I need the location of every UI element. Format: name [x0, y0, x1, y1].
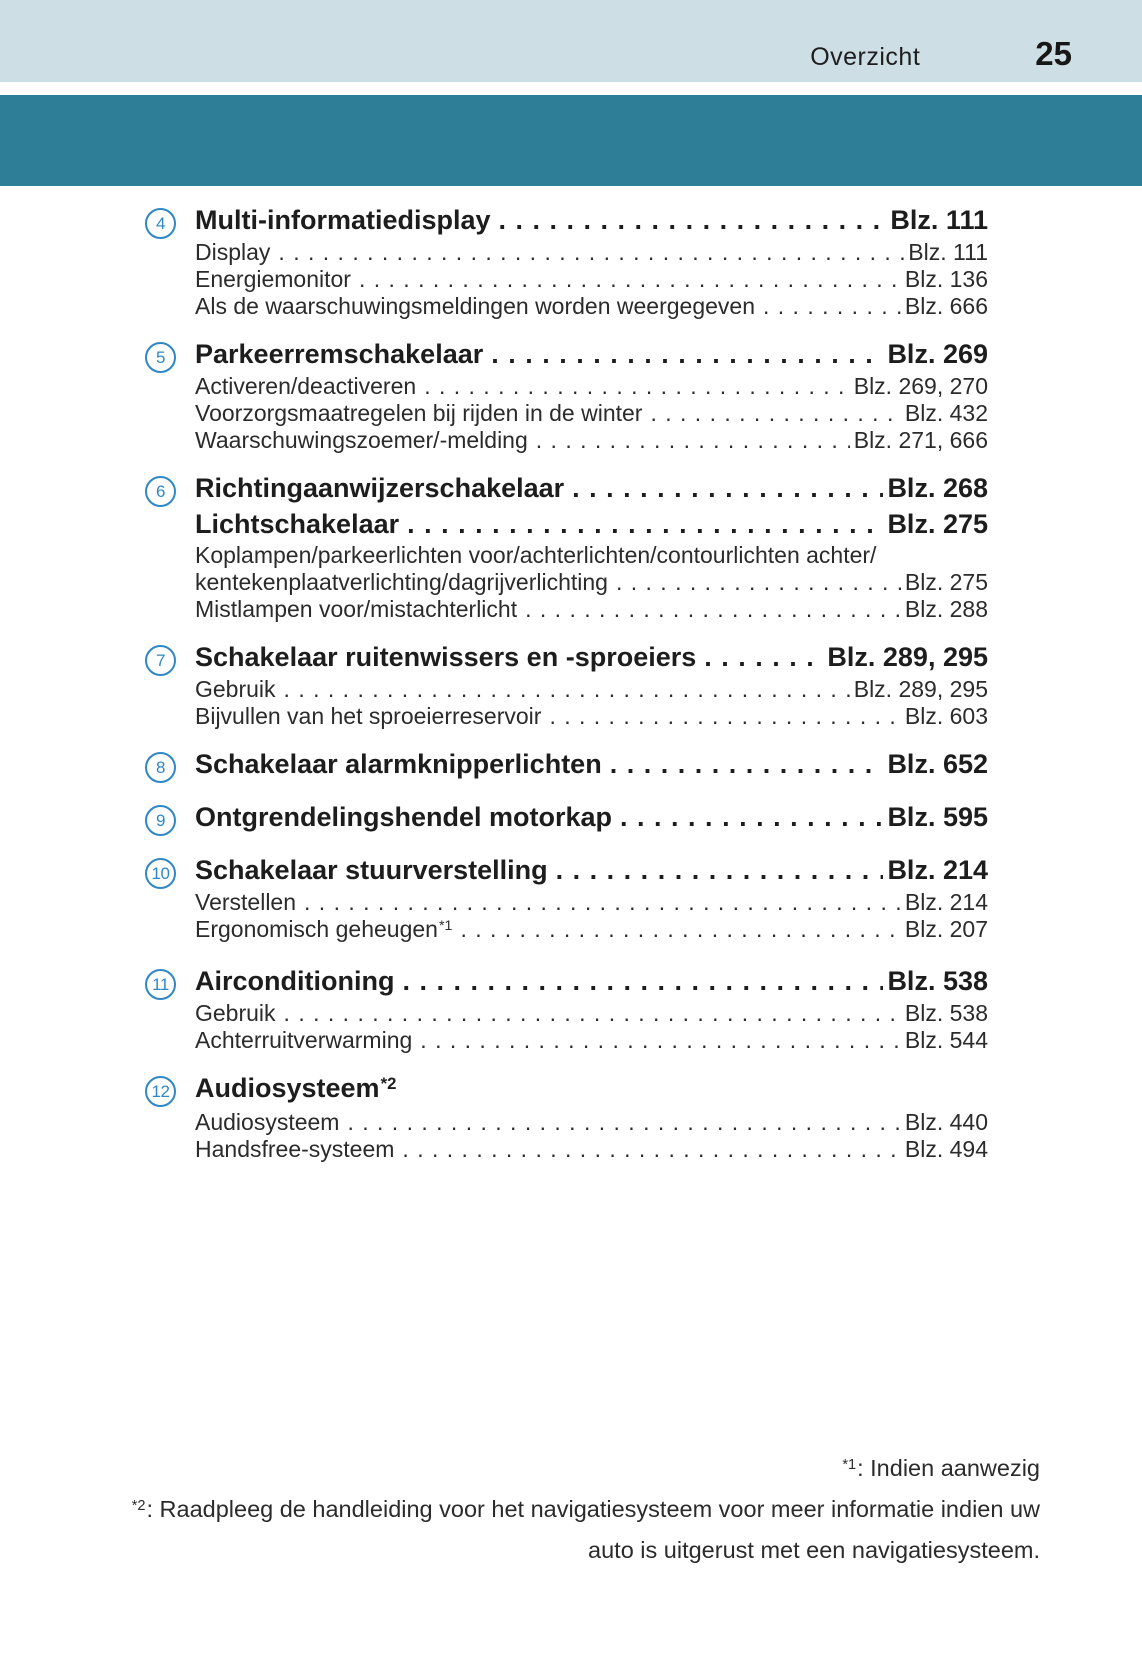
- item-number-badge: 4: [145, 208, 176, 239]
- page-ref: Blz. 214: [904, 889, 988, 915]
- sub-item: [145, 1027, 988, 1054]
- toc-entry: [145, 471, 988, 623]
- sub-item: [145, 889, 988, 916]
- entry-heading: [145, 640, 988, 676]
- page-ref: Blz. 538: [904, 1000, 988, 1026]
- leader-dots: [616, 569, 901, 596]
- page-ref: Blz. 544: [904, 1027, 988, 1053]
- sub-item-label: Energiemonitor: [195, 266, 351, 292]
- item-number-badge: 6: [145, 476, 176, 507]
- page-ref: Blz. 269: [887, 339, 988, 369]
- entry-heading: [145, 853, 988, 889]
- leader-dots: [704, 640, 823, 675]
- sub-item-label: Activeren/deactiveren: [195, 373, 417, 399]
- leader-dots: [556, 853, 884, 888]
- page-ref: Blz. 288: [904, 596, 988, 622]
- sub-item: [145, 1000, 988, 1027]
- page-ref: Blz. 595: [887, 802, 988, 832]
- leader-dots: [284, 1000, 901, 1027]
- leader-dots: [284, 676, 850, 703]
- page-ref: Blz. 666: [904, 293, 988, 319]
- page-header-content: [810, 35, 1072, 73]
- sub-item: [145, 1109, 988, 1136]
- leader-dots: [420, 1027, 901, 1054]
- sub-item: [145, 373, 988, 400]
- entry-heading: [145, 800, 988, 836]
- entry-title: Parkeerremschakelaar: [195, 339, 484, 369]
- entry-heading: [145, 203, 988, 239]
- entry-heading: [145, 747, 988, 783]
- entry-title: Airconditioning: [195, 966, 395, 996]
- toc-entry: [145, 853, 988, 947]
- item-number-badge: 9: [145, 805, 176, 836]
- sub-item-label: kentekenplaatverlichting/dagrijverlichting: [195, 569, 608, 595]
- sub-item-label: Audiosysteem: [195, 1109, 340, 1135]
- sub-item-label: Als de waarschuwingsmeldingen worden weergegeven: [195, 293, 755, 319]
- sub-item: [145, 293, 988, 320]
- sub-item-label: Gebruik: [195, 676, 276, 702]
- leader-dots: [402, 964, 883, 999]
- sub-item-label: Gebruik: [195, 1000, 276, 1026]
- leader-dots: [359, 266, 901, 293]
- toc: [145, 203, 988, 1180]
- entry-title: Richtingaanwijzerschakelaar: [195, 473, 565, 503]
- entry-heading: [145, 964, 988, 1000]
- superscript-marker: *1: [438, 917, 453, 934]
- leader-dots: [407, 507, 883, 542]
- page-ref: Blz. 289, 295: [827, 642, 988, 672]
- sub-item: [145, 916, 988, 947]
- toc-entry: [145, 337, 988, 454]
- leader-dots: [620, 800, 883, 835]
- footnote-1: [132, 1450, 1040, 1491]
- accent-band: [0, 95, 1142, 186]
- sub-item-label: Mistlampen voor/mistachterlicht: [195, 596, 518, 622]
- leader-dots: [402, 1136, 900, 1163]
- toc-entry: [145, 800, 988, 836]
- item-number-badge: 10: [145, 858, 176, 889]
- entry-title: Schakelaar stuurverstelling: [195, 855, 548, 885]
- entry-title: Schakelaar ruitenwissers en -sproeiers: [195, 642, 697, 672]
- page-ref: Blz. 603: [904, 703, 988, 729]
- item-number-badge: 11: [145, 969, 176, 1000]
- sub-item-label: Koplampen/parkeerlichten voor/achterlichten/contourlichten achter/: [195, 542, 877, 568]
- sub-item: [145, 427, 988, 454]
- sub-item: [145, 239, 988, 266]
- footnote-1-text: : Indien aanwezig: [857, 1455, 1040, 1481]
- toc-entry: [145, 640, 988, 730]
- sub-item-label: Verstellen: [195, 889, 297, 915]
- sub-item-label: Achterruitverwarming: [195, 1027, 413, 1053]
- footnote-2-marker: *2: [131, 1497, 146, 1514]
- page-ref: Blz. 275: [904, 569, 988, 595]
- leader-dots: [424, 373, 850, 400]
- page-number: 25: [1035, 35, 1072, 72]
- sub-item: [145, 400, 988, 427]
- leader-dots: [278, 239, 904, 266]
- footnote-2-continued: auto is uitgerust met een navigatiesysteem.: [588, 1537, 1040, 1563]
- toc-entry: [145, 747, 988, 783]
- sub-item-label: Display: [195, 239, 271, 265]
- sub-item-label: Handsfree-systeem: [195, 1136, 395, 1162]
- superscript-marker: *2: [380, 1073, 397, 1093]
- item-number-badge: 8: [145, 752, 176, 783]
- page-ref: Blz. 289, 295: [853, 676, 988, 702]
- sub-item-label: Voorzorgsmaatregelen bij rijden in de winter: [195, 400, 643, 426]
- entry-title: Multi-informatiedisplay: [195, 205, 491, 235]
- leader-dots: [536, 427, 850, 454]
- item-number-badge: 7: [145, 645, 176, 676]
- entry-subtitle-heading: [145, 507, 988, 542]
- page-ref: Blz. 207: [904, 916, 988, 942]
- sub-item: [145, 266, 988, 293]
- sub-item-label: Ergonomisch geheugen$^{*1}$: [195, 916, 453, 942]
- page-ref: Blz. 440: [904, 1109, 988, 1135]
- page-ref: Blz. 494: [904, 1136, 988, 1162]
- leader-dots: [763, 293, 901, 320]
- leader-dots: [650, 400, 900, 427]
- page-ref: Blz. 275: [887, 509, 988, 539]
- sub-item: [145, 596, 988, 623]
- leader-dots: [549, 703, 900, 730]
- entry-title: Audiosysteem$^{*2}$: [195, 1073, 397, 1103]
- page-ref: Blz. 136: [904, 266, 988, 292]
- sub-item-label: Waarschuwingszoemer/-melding: [195, 427, 528, 453]
- toc-entry: [145, 1071, 988, 1163]
- page-ref: Blz. 268: [887, 473, 988, 503]
- sub-item: [145, 542, 988, 569]
- entry-title: Ontgrendelingshendel motorkap: [195, 802, 613, 832]
- entry-subtitle-title: Lichtschakelaar: [195, 509, 400, 539]
- footnote-1-marker: *1: [842, 1456, 857, 1473]
- leader-dots: [347, 1109, 900, 1136]
- page-ref: Blz. 111: [890, 205, 988, 235]
- footnote-2: [132, 1491, 1040, 1532]
- page-ref: Blz. 271, 666: [853, 427, 988, 453]
- page-ref: Blz. 538: [887, 966, 988, 996]
- toc-entry: [145, 203, 988, 320]
- sub-item: [145, 703, 988, 730]
- leader-dots: [491, 337, 883, 372]
- section-title: Overzicht: [810, 43, 921, 71]
- page-ref: Blz. 652: [887, 749, 988, 779]
- footnote-2-text: : Raadpleeg de handleiding voor het navigatiesysteem voor meer informatie indien uw: [146, 1496, 1040, 1522]
- leader-dots: [499, 203, 887, 238]
- sub-item: [145, 1136, 988, 1163]
- entry-title: Schakelaar alarmknipperlichten: [195, 749, 602, 779]
- footnotes: [132, 1450, 1040, 1569]
- sub-item: [145, 569, 988, 596]
- leader-dots: [610, 747, 884, 782]
- toc-entry: [145, 964, 988, 1054]
- leader-dots: [525, 596, 901, 623]
- leader-dots: [460, 916, 900, 943]
- page-ref: Blz. 269, 270: [853, 373, 988, 399]
- page-ref: Blz. 214: [887, 855, 988, 885]
- item-number-badge: 12: [145, 1076, 176, 1107]
- page-ref: Blz. 111: [908, 239, 988, 265]
- sub-item: [145, 676, 988, 703]
- entry-heading: [145, 337, 988, 373]
- page-ref: Blz. 432: [904, 400, 988, 426]
- entry-heading: [145, 1071, 988, 1109]
- item-number-badge: 5: [145, 342, 176, 373]
- leader-dots: [572, 471, 883, 506]
- sub-item-label: Bijvullen van het sproeierreservoir: [195, 703, 542, 729]
- page-header-band: [0, 0, 1142, 82]
- entry-heading: [145, 471, 988, 507]
- leader-dots: [304, 889, 901, 916]
